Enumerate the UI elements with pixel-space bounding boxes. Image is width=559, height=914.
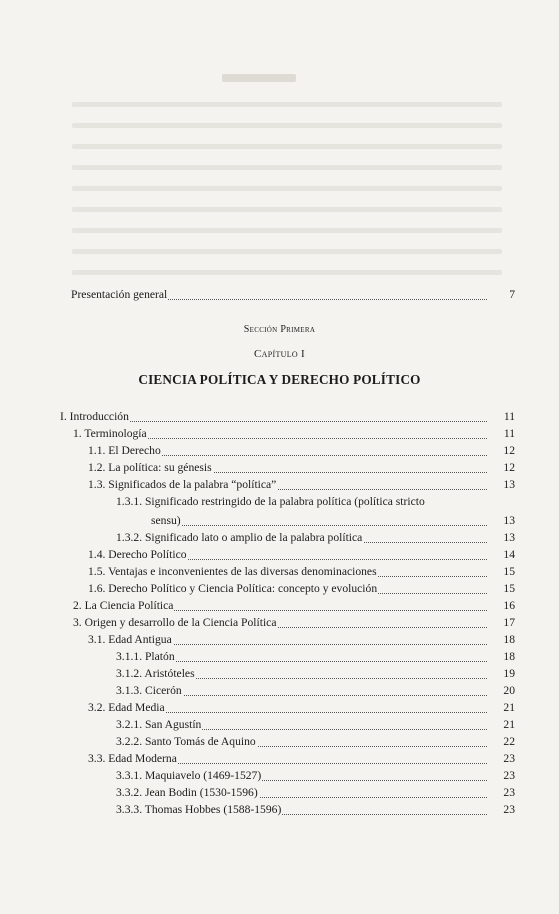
toc-entry-page: 22: [503, 735, 515, 748]
toc-entry-label: 1.5. Ventajas e inconvenientes de las diversas denominaciones: [88, 565, 377, 578]
toc-entry-label: 3.2.1. San Agustín: [116, 718, 202, 731]
toc-entry-page: 12: [503, 461, 515, 474]
toc-entry-label: 1.1. El Derecho: [88, 444, 161, 457]
toc-entry: [60, 700, 515, 716]
toc-entry: [60, 494, 515, 510]
toc-entry-page: 21: [503, 701, 515, 714]
toc-entry-label: 1.3. Significados de la palabra “política”: [88, 478, 277, 491]
toc-entry-label: Presentación general: [71, 288, 168, 301]
toc-entry-label: 3.3.2. Jean Bodin (1530-1596): [116, 786, 258, 799]
toc-entry-page: 14: [503, 548, 515, 561]
toc-entry-label: 2. La Ciencia Política: [73, 599, 174, 612]
toc-entry-label: 1.6. Derecho Político y Ciencia Política: concepto y evolución: [88, 582, 378, 595]
toc-entry: [60, 530, 515, 546]
toc-entry-label: 3. Origen y desarrollo de la Ciencia Política: [73, 616, 277, 629]
toc-entry-label: 3.1.1. Platón: [116, 650, 175, 663]
toc-entry: [60, 598, 515, 614]
toc-entry: [60, 785, 515, 801]
toc-entry-label: 3.3.1. Maquiavelo (1469-1527): [116, 769, 262, 782]
toc-entry-label: 3.2.2. Santo Tomás de Aquino: [116, 735, 256, 748]
toc-entry-page: 15: [503, 582, 515, 595]
dot-leader: [155, 524, 487, 526]
toc-entry-page: 23: [503, 786, 515, 799]
toc-entry-label: 1.3.1. Significado restringido de la palabra política (política stricto: [116, 495, 425, 508]
toc-entry: [60, 443, 515, 459]
reverse-page-bleed: [0, 0, 559, 300]
toc-entry-page: 21: [503, 718, 515, 731]
toc-entry-page: 23: [503, 769, 515, 782]
toc-entry: [60, 666, 515, 682]
toc-entry-page: 11: [503, 410, 515, 423]
toc-entry: [60, 564, 515, 580]
toc-entry: [60, 632, 515, 648]
toc-entry: [60, 649, 515, 665]
toc-entry-page: 23: [503, 752, 515, 765]
toc-entry-label: sensu): [151, 514, 181, 527]
toc-entry: [60, 426, 515, 442]
toc-entry-page: 20: [503, 684, 515, 697]
toc-entry-label: 1.4. Derecho Político: [88, 548, 187, 561]
toc-entry-page: 16: [503, 599, 515, 612]
section-heading: Sección Primera: [243, 324, 316, 335]
chapter-title: CIENCIA POLÍTICA Y DERECHO POLÍTICO: [138, 372, 421, 387]
toc-entry-page: 23: [503, 803, 515, 816]
toc-entry-presentacion: [60, 287, 515, 303]
toc-entry-page: 7: [509, 288, 515, 301]
toc-entry-label: 3.1.3. Cicerón: [116, 684, 182, 697]
toc-entry: [60, 717, 515, 733]
toc-entry: [60, 683, 515, 699]
toc-entry-page: 18: [503, 633, 515, 646]
toc-entry-page: 17: [503, 616, 515, 629]
toc-entry: [60, 802, 515, 818]
toc-entry-page: 12: [503, 444, 515, 457]
toc-entry-label: 3.3.3. Thomas Hobbes (1588-1596): [116, 803, 282, 816]
toc-entry: [60, 477, 515, 493]
toc-entry: [60, 751, 515, 767]
toc-entry-page: 13: [503, 478, 515, 491]
toc-entry-label: 3.2. Edad Media: [88, 701, 165, 714]
toc-entry: [60, 460, 515, 476]
chapter-heading: Capítulo I: [254, 348, 305, 360]
toc-entry-label: 1. Terminología: [73, 427, 147, 440]
toc-entry: [60, 547, 515, 563]
toc-entry-label: 1.3.2. Significado lato o amplio de la palabra política: [116, 531, 363, 544]
toc-entry: [60, 734, 515, 750]
toc-entry: [60, 768, 515, 784]
toc-entry: [60, 409, 515, 425]
toc-entry-label: 3.1.2. Aristóteles: [116, 667, 195, 680]
toc-entry-page: 19: [503, 667, 515, 680]
toc-entry-label: I. Introducción: [60, 410, 129, 423]
toc-entry: [60, 581, 515, 597]
toc-entry-page: 13: [503, 514, 515, 527]
toc-entry-page: 15: [503, 565, 515, 578]
toc-entry-page: 11: [503, 427, 515, 440]
toc-entry-page: 18: [503, 650, 515, 663]
toc-entry-label: 3.1. Edad Antigua: [88, 633, 172, 646]
toc-entry-page: 13: [503, 531, 515, 544]
toc-entry: [60, 513, 515, 529]
toc-entry-label: 3.3. Edad Moderna: [88, 752, 177, 765]
toc-entry: [60, 615, 515, 631]
toc-entry-label: 1.2. La política: su génesis: [88, 461, 212, 474]
